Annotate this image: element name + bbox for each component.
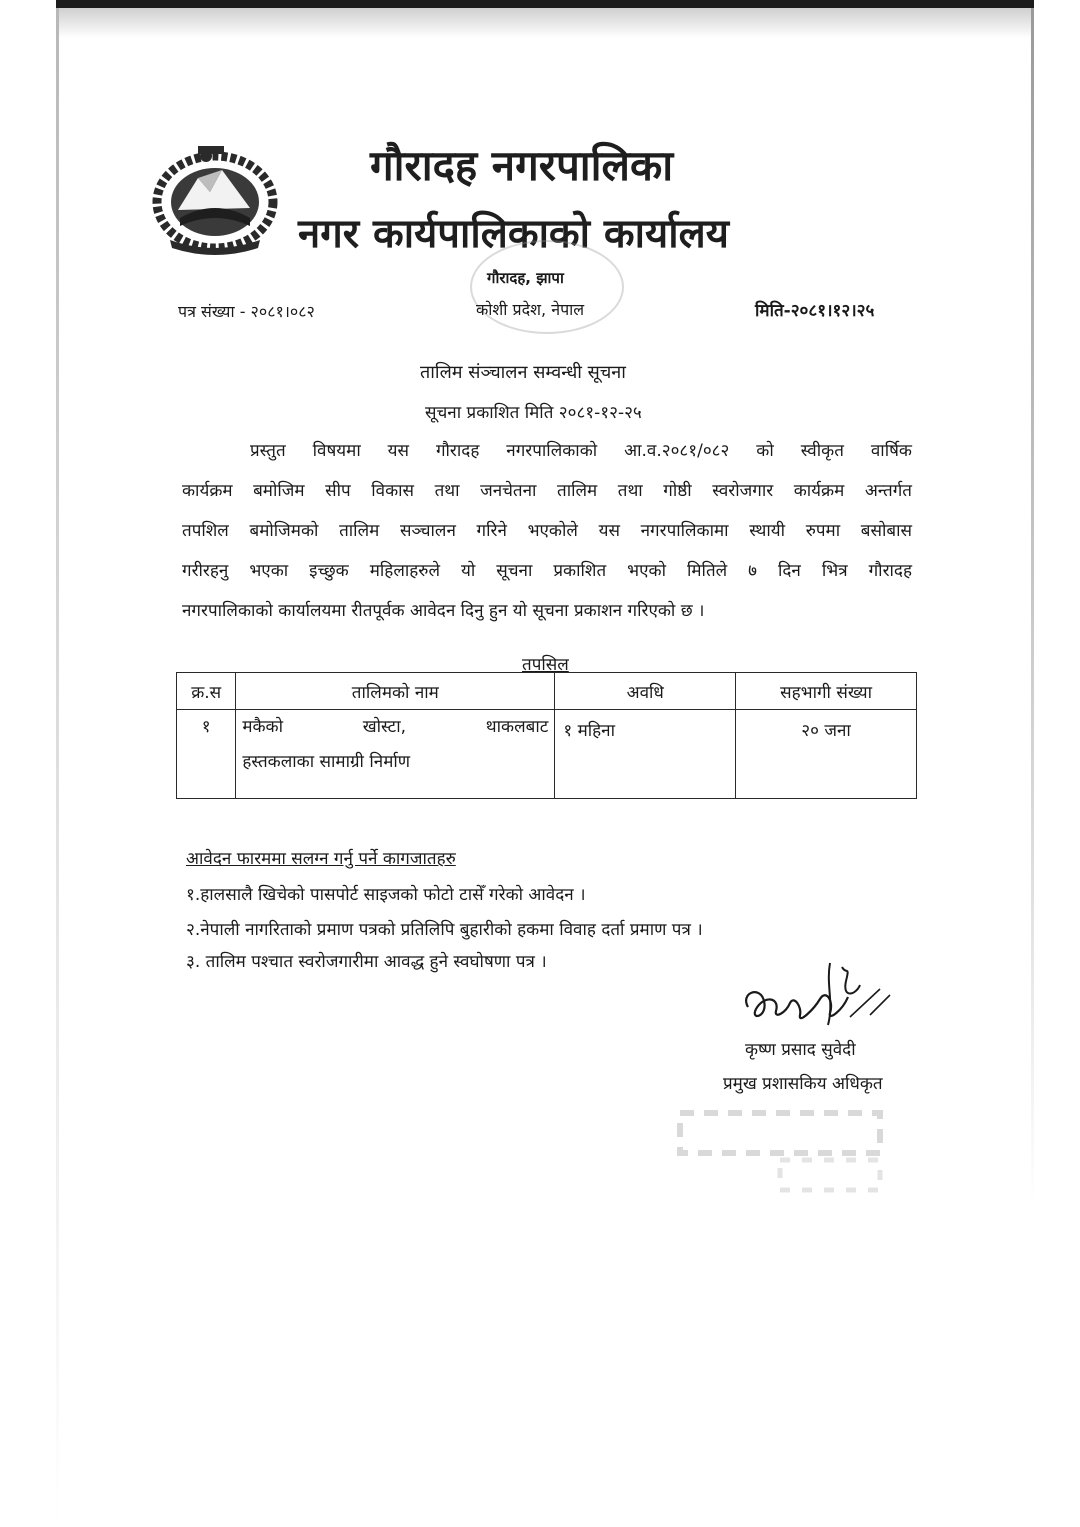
letter-date: मिति-२०८१।१२।२५ [755,301,875,321]
required-document-item: ३. तालिम पश्चात स्वरोजगारीमा आवद्ध हुने स्वघोषणा पत्र । [186,952,547,972]
column-header-sn: क्र.स [177,673,236,710]
notice-paragraph-line: गरीरहनु भएका इच्छुक महिलाहरुले यो सूचना प्रकाशित भएको मितिले ७ दिन भित्र गौरादह [182,561,912,581]
required-document-item: १.हालसालै खिचेको पासपोर्ट साइजको फोटो टासेँ गरेको आवेदन । [186,885,586,905]
required-documents-heading: आवेदन फारममा सलग्न गर्नु पर्ने कागजातहरु [186,849,456,869]
training-name-word: खोस्टा, [362,717,407,737]
scan-top-edge [56,0,1034,8]
column-header-participants: सहभागी संख्या [736,673,917,710]
row-training-name [236,710,555,799]
office-title: नगर कार्यपालिकाको कार्यालय [298,211,729,257]
training-name-word: मकैको [242,717,284,737]
notice-paragraph-line: नगरपालिकाको कार्यालयमा रीतपूर्वक आवेदन दिनु हुन यो सूचना प्रकाशन गरिएको छ । [182,601,705,621]
column-header-duration: अवधि [555,673,736,710]
training-name-word: थाकलबाट [485,717,549,737]
reference-number: पत्र संख्या - २०८१।०८२ [178,302,315,321]
faint-name-stamp [660,1105,910,1215]
training-schedule-table [176,672,917,799]
scan-left-edge [56,8,59,1527]
municipality-title: गौरादह नगरपालिका [370,141,674,190]
column-header-training-name: तालिमको नाम [236,673,555,710]
scan-shadow [56,8,1034,38]
signatory-title: प्रमुख प्रशासकिय अधिकृत [723,1074,883,1094]
required-document-item: २.नेपाली नागरिताको प्रमाण पत्रको प्रतिलिपि बुहारीको हकमा विवाह दर्ता प्रमाण पत्र । [186,920,703,940]
scan-right-edge [1031,8,1034,1208]
row-duration: १ महिना [555,710,736,799]
notice-paragraph-line: कार्यक्रम बमोजिम सीप विकास तथा जनचेतना तालिम तथा गोष्ठी स्वरोजगार कार्यक्रम अन्तर्गत [182,481,912,501]
schedule-heading: तपसिल [522,655,569,675]
notice-paragraph-line: प्रस्तुत विषयमा यस गौरादह नगरपालिकाको आ.व.२०८१/०८२ को स्वीकृत वार्षिक [250,441,912,461]
nepal-emblem-icon [150,140,280,255]
table-row [177,710,917,799]
training-name-continuation: हस्तकलाका सामाग्री निर्माण [242,752,411,772]
notice-subject: तालिम संञ्चालन सम्वन्धी सूचना [420,362,626,383]
row-sn: १ [177,710,236,799]
notice-paragraph-line: तपशिल बमोजिमको तालिम सञ्चालन गरिने भएकोले यस नगरपालिकामा स्थायी रुपमा बसोबास [182,521,912,541]
address-district: गौरादह, झापा [487,269,564,287]
address-province: कोशी प्रदेश, नेपाल [476,300,585,319]
row-participants: २० जना [736,710,917,799]
notice-published-date: सूचना प्रकाशित मिति २०८१-१२-२५ [425,403,642,423]
signatory-name: कृष्ण प्रसाद सुवेदी [745,1040,856,1060]
table-header-row [177,673,917,710]
